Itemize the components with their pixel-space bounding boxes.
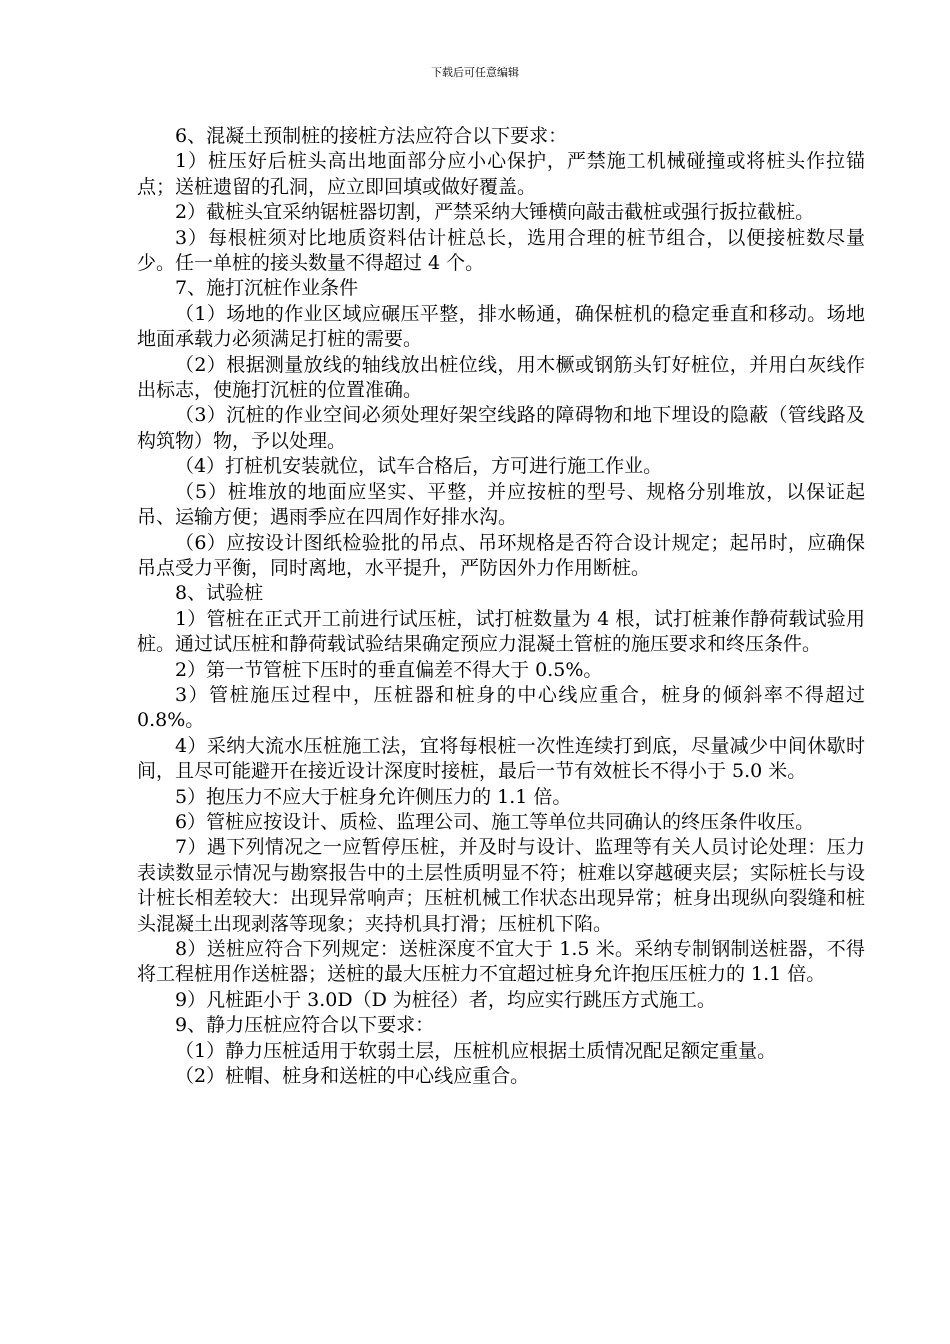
paragraph: 9）凡桩距小于 3.0D（D 为桩径）者，均应实行跳压方式施工。 — [175, 988, 716, 1011]
section-heading-9: 9、静力压桩应符合以下要求： — [175, 1014, 435, 1037]
paragraph: （5）桩堆放的地面应坚实、平整，并应按桩的型号、规格分别堆放，以保证起吊、运输方便；遇雨季应在四周作好排水沟。 — [137, 480, 865, 529]
paragraph: 2）截桩头宜采纳锯桩器切割，严禁采纳大锤横向敲击截桩或强行扳拉截桩。 — [175, 201, 815, 224]
paragraph: （6）应按设计图纸检验批的吊点、吊环规格是否符合设计规定；起吊时，应确保吊点受力平衡，同时离地，水平提升，严防因外力作用断桩。 — [137, 531, 865, 579]
section-heading-8: 8、试验桩 — [175, 582, 264, 605]
paragraph: 3）管桩施压过程中，压桩器和桩身的中心线应重合，桩身的倾斜率不得超过 0.8%。 — [137, 683, 865, 732]
paragraph: （2）根据测量放线的轴线放出桩位线，用木橛或钢筋头钉好桩位，并用白灰线作出标志，使施打沉桩的位置准确。 — [137, 353, 865, 402]
paragraph: 8）送桩应符合下列规定：送桩深度不宜大于 1.5 米。采纳专制钢制送桩器，不得将工程桩用作送桩器；送桩的最大压桩力不宜超过桩身允许抱压压桩力的 1.1 倍。 — [137, 938, 865, 986]
paragraph: 6）管桩应按设计、质检、监理公司、施工等单位共同确认的终压条件收压。 — [175, 810, 815, 833]
paragraph: （4）打桩机安装就位，试车合格后，方可进行施工作业。 — [175, 455, 663, 478]
paragraph: 1）管桩在正式开工前进行试压桩，试打桩数量为 4 根，试打桩兼作静荷载试验用桩。通过试压桩和静荷载试验结果确定预应力混凝土管桩的施压要求和终压条件。 — [137, 607, 865, 656]
paragraph: 5）抱压力不应大于桩身允许侧压力的 1.1 倍。 — [175, 785, 572, 808]
section-heading-7: 7、施打沉桩作业条件 — [175, 277, 359, 300]
paragraph: 1）桩压好后桩头高出地面部分应小心保护，严禁施工机械碰撞或将桩头作拉锚点；送桩遗留的孔洞，应立即回填或做好覆盖。 — [137, 150, 865, 198]
paragraph: （1）静力压桩适用于软弱土层，压桩机应根据土质情况配足额定重量。 — [175, 1039, 777, 1062]
paragraph: 2）第一节管桩下压时的垂直偏差不得大于 0.5%。 — [175, 658, 603, 681]
page-header: 下载后可任意编辑 — [431, 66, 519, 79]
paragraph: 7）遇下列情况之一应暂停压桩，并及时与设计、监理等有关人员讨论处理：压力表读数显示情况与勘察报告中的土层性质明显不符；桩难以穿越硬夹层；实际桩长与设计桩长相差较大：出现异常响声；压桩机械工作状态出现异常；桩身出现纵向裂缝和桩头混凝土出现剥落等现象；夹持机具打滑；压桩机下陷。 — [137, 836, 865, 935]
paragraph: （1）场地的作业区域应碾压平整，排水畅通，确保桩机的稳定垂直和移动。场地地面承载力必须满足打桩的需要。 — [137, 302, 865, 351]
paragraph: （2）桩帽、桩身和送桩的中心线应重合。 — [175, 1065, 530, 1088]
paragraph: 3）每根桩须对比地质资料估计桩总长，选用合理的桩节组合，以便接桩数尽量少。任一单桩的接头数量不得超过 4 个。 — [137, 226, 865, 275]
section-heading-6: 6、混凝土预制桩的接桩方法应符合以下要求： — [175, 125, 568, 147]
paragraph: （3）沉桩的作业空间必须处理好架空线路的障碍物和地下埋设的隐蔽（管线路及构筑物）物，予以处理。 — [137, 404, 865, 452]
document-body — [137, 124, 865, 1089]
paragraph: 4）采纳大流水压桩施工法，宜将每根桩一次性连续打到底，尽量减少中间休歇时间，且尽可能避开在接近设计深度时接桩，最后一节有效桩长不得小于 5.0 米。 — [137, 734, 865, 783]
